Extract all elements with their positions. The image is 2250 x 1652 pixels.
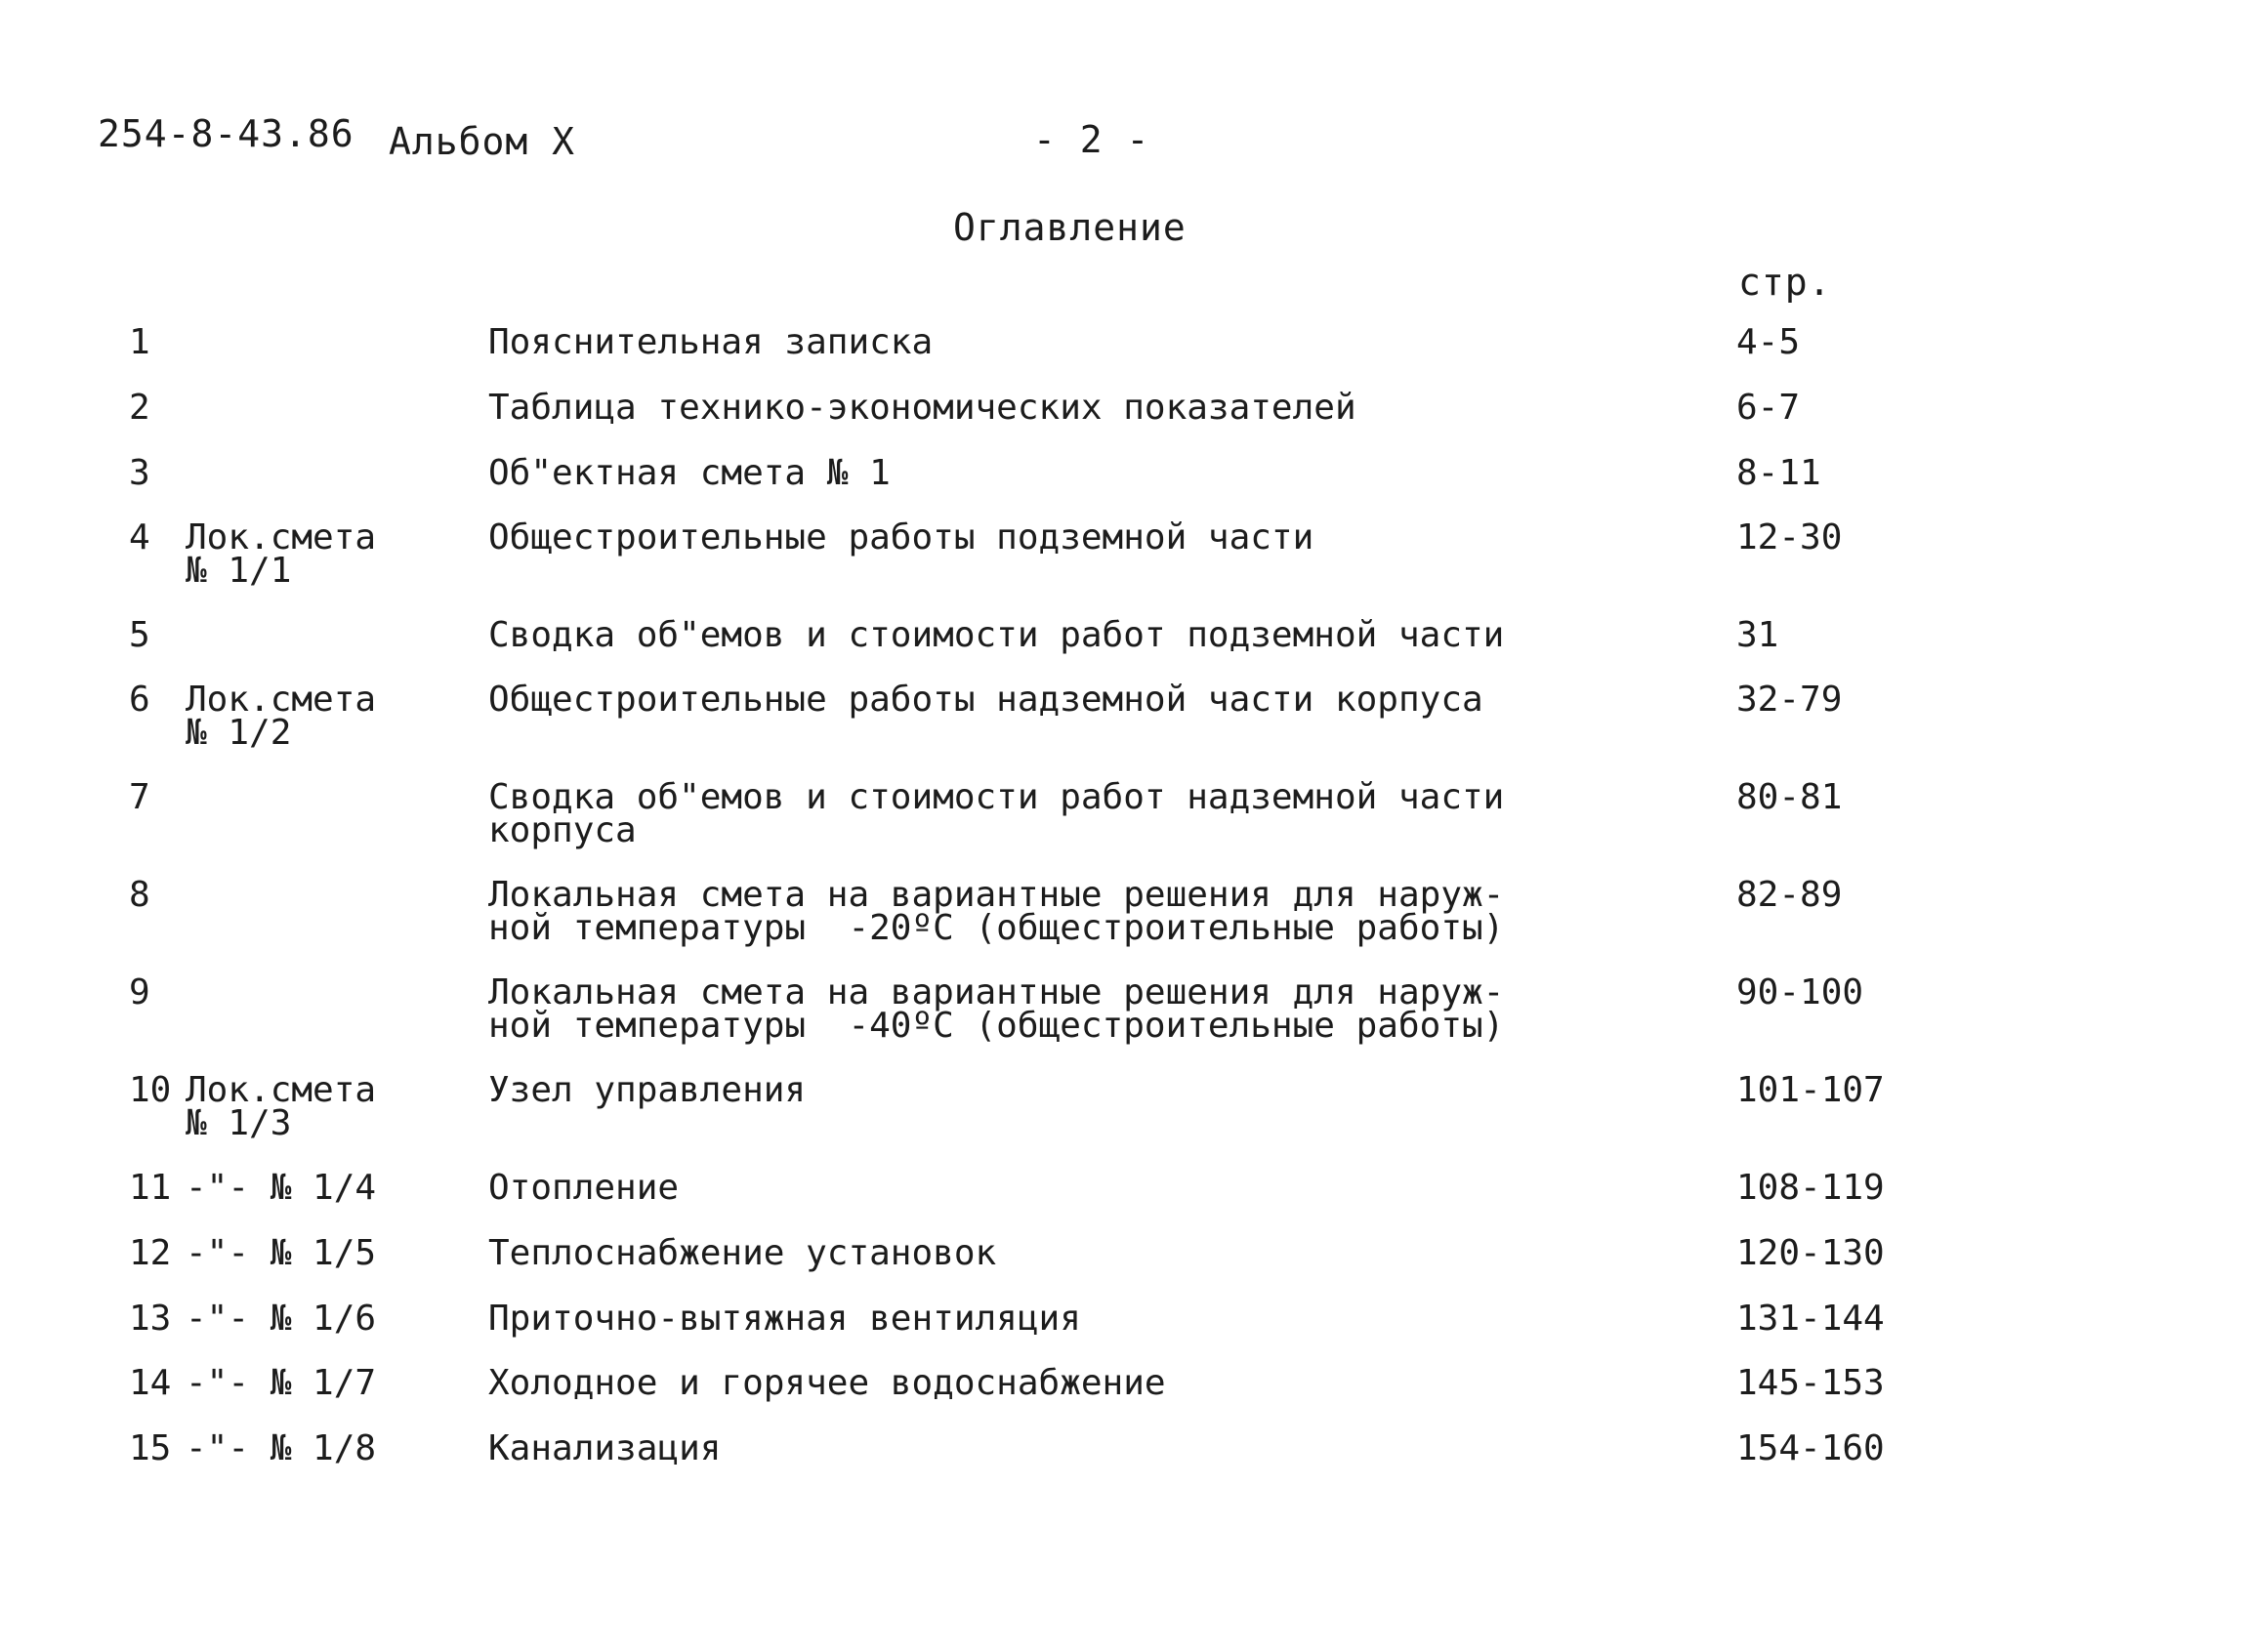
page-number: - 2 - <box>1033 118 1150 161</box>
estimate-reference <box>186 1070 377 1143</box>
section-title-line-1: Теплоснабжение установок <box>488 1233 997 1273</box>
page-range: 101-107 <box>1736 1070 1885 1110</box>
section-title-line-1: Локальная смета на вариантные решения для наруж- <box>488 875 1505 915</box>
section-title-line-1: Локальная смета на вариантные решения для наруж- <box>488 972 1505 1012</box>
section-title-line-1: Отопление <box>488 1168 680 1208</box>
page-range: 82-89 <box>1736 875 1843 915</box>
section-title <box>488 1428 1504 1468</box>
page-range: 32-79 <box>1736 680 1843 720</box>
row-number: 10 <box>129 1070 172 1110</box>
section-title <box>488 388 1504 428</box>
section-title <box>488 1299 1504 1339</box>
estimate-reference <box>186 1363 377 1403</box>
section-title-line-1: Общестроительные работы надземной части корпуса <box>488 680 1483 720</box>
estimate-reference-line-2: № 1/1 <box>186 551 292 591</box>
estimate-reference-line-1: -"- № 1/8 <box>186 1428 377 1468</box>
page-range: 4-5 <box>1736 322 1801 362</box>
section-title-line-2: ной температуры -40ºС (общестроительные работы) <box>488 1006 1505 1046</box>
section-title <box>488 1070 1504 1110</box>
estimate-reference-line-1: -"- № 1/7 <box>186 1363 377 1403</box>
section-title <box>488 1168 1504 1208</box>
section-title-line-1: Пояснительная записка <box>488 322 934 362</box>
section-title <box>488 972 1505 1046</box>
estimate-reference-line-1: -"- № 1/5 <box>186 1233 377 1273</box>
row-number: 14 <box>129 1363 172 1403</box>
estimate-reference-line-2: № 1/2 <box>186 713 292 753</box>
section-title <box>488 777 1505 850</box>
estimate-reference <box>186 1233 377 1273</box>
section-title-line-1: Общестроительные работы подземной части <box>488 517 1314 558</box>
section-title <box>488 322 1504 362</box>
estimate-reference <box>186 1299 377 1339</box>
page-range: 6-7 <box>1736 388 1801 428</box>
row-number: 6 <box>129 680 150 720</box>
row-number: 4 <box>129 517 150 558</box>
page-column-header: стр. <box>1738 261 1832 304</box>
page-range: 131-144 <box>1736 1299 1885 1339</box>
section-title <box>488 1363 1504 1403</box>
section-title <box>488 453 1504 493</box>
page-range: 154-160 <box>1736 1428 1885 1468</box>
row-number: 2 <box>129 388 150 428</box>
row-number: 15 <box>129 1428 172 1468</box>
section-title <box>488 615 1505 655</box>
section-title-line-1: Приточно-вытяжная вентиляция <box>488 1299 1081 1339</box>
section-title-line-1: Узел управления <box>488 1070 807 1110</box>
section-title-line-1: Таблица технико-экономических показателей <box>488 388 1356 428</box>
estimate-reference-line-1: -"- № 1/4 <box>186 1168 377 1208</box>
document-code: 254-8-43.86 <box>98 112 354 155</box>
estimate-reference-line-1: -"- № 1/6 <box>186 1299 377 1339</box>
toc-title: Оглавление <box>953 206 1187 249</box>
row-number: 7 <box>129 777 150 817</box>
section-title-line-1: Канализация <box>488 1428 722 1468</box>
row-number: 3 <box>129 453 150 493</box>
section-title <box>488 875 1505 948</box>
section-title-line-2: ной температуры -20ºС (общестроительные работы) <box>488 908 1505 948</box>
section-title-line-1: Холодное и горячее водоснабжение <box>488 1363 1166 1403</box>
section-title-line-1: Сводка об"емов и стоимости работ подземной части <box>488 615 1505 655</box>
row-number: 9 <box>129 972 150 1012</box>
row-number: 5 <box>129 615 150 655</box>
estimate-reference <box>186 1428 377 1468</box>
page-range: 8-11 <box>1736 453 1821 493</box>
page-range: 120-130 <box>1736 1233 1885 1273</box>
estimate-reference <box>186 1168 377 1208</box>
section-title-line-2: корпуса <box>488 810 637 850</box>
row-number: 11 <box>129 1168 172 1208</box>
row-number: 13 <box>129 1299 172 1339</box>
section-title <box>488 1233 1504 1273</box>
section-title <box>488 680 1504 720</box>
row-number: 1 <box>129 322 150 362</box>
section-title <box>488 517 1504 558</box>
estimate-reference <box>186 517 377 591</box>
estimate-reference-line-2: № 1/3 <box>186 1103 292 1143</box>
estimate-reference <box>186 680 377 753</box>
row-number: 8 <box>129 875 150 915</box>
estimate-reference-line-1: Лок.смета <box>186 1070 377 1110</box>
section-title-line-1: Сводка об"емов и стоимости работ надземной части <box>488 777 1505 817</box>
estimate-reference-line-1: Лок.смета <box>186 680 377 720</box>
row-number: 12 <box>129 1233 172 1273</box>
section-title-line-1: Об"ектная смета № 1 <box>488 453 891 493</box>
album-label: Альбом X <box>389 120 576 163</box>
estimate-reference-line-1: Лок.смета <box>186 517 377 558</box>
page-range: 108-119 <box>1736 1168 1885 1208</box>
page-range: 31 <box>1736 615 1779 655</box>
page-range: 80-81 <box>1736 777 1843 817</box>
page-range: 90-100 <box>1736 972 1864 1012</box>
page-range: 145-153 <box>1736 1363 1885 1403</box>
page-range: 12-30 <box>1736 517 1843 558</box>
